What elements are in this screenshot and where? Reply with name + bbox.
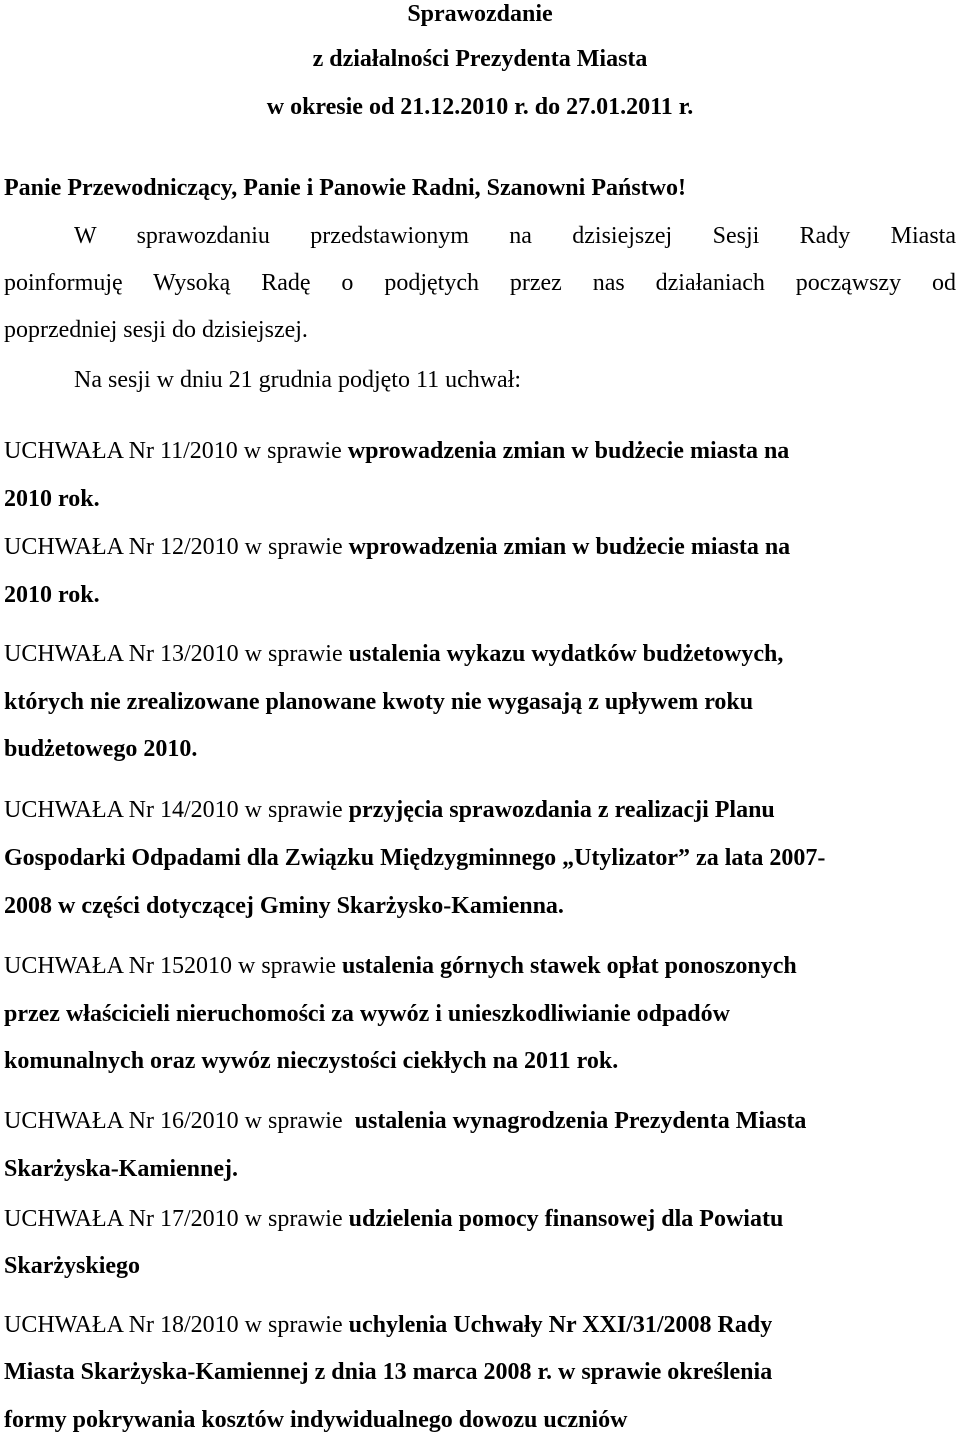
resolution-phrase: w sprawie [237,438,348,464]
session-note: Na sesji w dniu 21 grudnia podjęto 11 uchwał: [74,367,522,393]
resolution-phrase: w sprawie [238,641,349,667]
resolution-subject: ustalenia wynagrodzenia Prezydenta Miasta [354,1108,807,1134]
resolution-13-line-3: budżetowego 2010. [4,736,198,762]
resolution-number: UCHWAŁA Nr 12/2010 [4,534,239,560]
resolution-12-line-2: 2010 rok. [4,582,100,608]
intro-line-3: poprzedniej sesji do dzisiejszej. [4,317,308,343]
resolution-12-line-1 [4,533,956,561]
resolution-phrase: w sprawie [238,1108,355,1134]
resolution-subject: udzielenia pomocy finansowej dla Powiatu [348,1206,784,1232]
resolution-15-line-1 [4,952,956,980]
resolution-13-line-2: których nie zrealizowane planowane kwoty nie wygasają z upływem roku [4,689,754,715]
resolution-subject: ustalenia górnych stawek opłat ponoszonych [341,953,797,979]
resolution-18-line-3: formy pokrywania kosztów indywidualnego dowozu uczniów [4,1407,628,1433]
resolution-18-line-2: Miasta Skarżyska-Kamiennej z dnia 13 marca 2008 r. w sprawie określenia [4,1359,773,1385]
resolution-17-line-1 [4,1205,956,1233]
resolution-phrase: w sprawie [238,1312,349,1338]
resolution-phrase: w sprawie [238,534,349,560]
resolution-number: UCHWAŁA Nr 17/2010 [4,1206,239,1232]
resolution-subject: wprowadzenia zmian w budżecie miasta na [348,534,791,560]
resolution-13-line-1 [4,640,956,668]
report-period: w okresie od 21.12.2010 r. do 27.01.2011 r. [266,94,694,120]
resolution-17-line-2: Skarżyskiego [4,1253,141,1279]
resolution-subject: ustalenia wykazu wydatków budżetowych, [348,641,784,667]
resolution-number: UCHWAŁA Nr 16/2010 [4,1108,239,1134]
resolution-subject: uchylenia Uchwały Nr XXI/31/2008 Rady [348,1312,773,1338]
resolution-subject: wprowadzenia zmian w budżecie miasta na [347,438,790,464]
intro-line-1: W sprawozdaniu przedstawionym na dzisiejszej Sesji Rady Miasta [74,223,956,249]
resolution-15-line-2: przez właścicieli nieruchomości za wywóz i unieszkodliwianie odpadów [4,1001,730,1027]
resolution-11-line-2: 2010 rok. [4,486,100,512]
resolution-16-line-1 [4,1107,956,1135]
resolution-subject: przyjęcia sprawozdania z realizacji Planu [348,797,775,823]
resolution-11-line-1 [4,437,956,465]
resolution-number: UCHWAŁA Nr 18/2010 [4,1312,239,1338]
resolution-number: UCHWAŁA Nr 11/2010 [4,438,238,464]
resolution-number: UCHWAŁA Nr 152010 [4,953,232,979]
salutation: Panie Przewodniczący, Panie i Panowie Radni, Szanowni Państwo! [4,175,686,201]
resolution-15-line-3: komunalnych oraz wywóz nieczystości ciekłych na 2011 rok. [4,1048,619,1074]
resolution-16-line-2: Skarżyska-Kamiennej. [4,1156,238,1182]
intro-line-2: poinformuję Wysoką Radę o podjętych przez nas działaniach począwszy od [4,270,956,296]
resolution-number: UCHWAŁA Nr 14/2010 [4,797,239,823]
report-subtitle: z działalności Prezydenta Miasta [312,46,648,72]
resolution-phrase: w sprawie [238,797,349,823]
resolution-18-line-1 [4,1311,956,1339]
report-title: Sprawozdanie [407,1,553,27]
resolution-14-line-3: 2008 w części dotyczącej Gminy Skarżysko-Kamienna. [4,893,564,919]
resolution-14-line-1 [4,796,956,824]
resolution-14-line-2: Gospodarki Odpadami dla Związku Międzygminnego „Utylizator” za lata 2007- [4,845,826,871]
resolution-phrase: w sprawie [238,1206,349,1232]
resolution-phrase: w sprawie [232,953,342,979]
resolution-number: UCHWAŁA Nr 13/2010 [4,641,239,667]
